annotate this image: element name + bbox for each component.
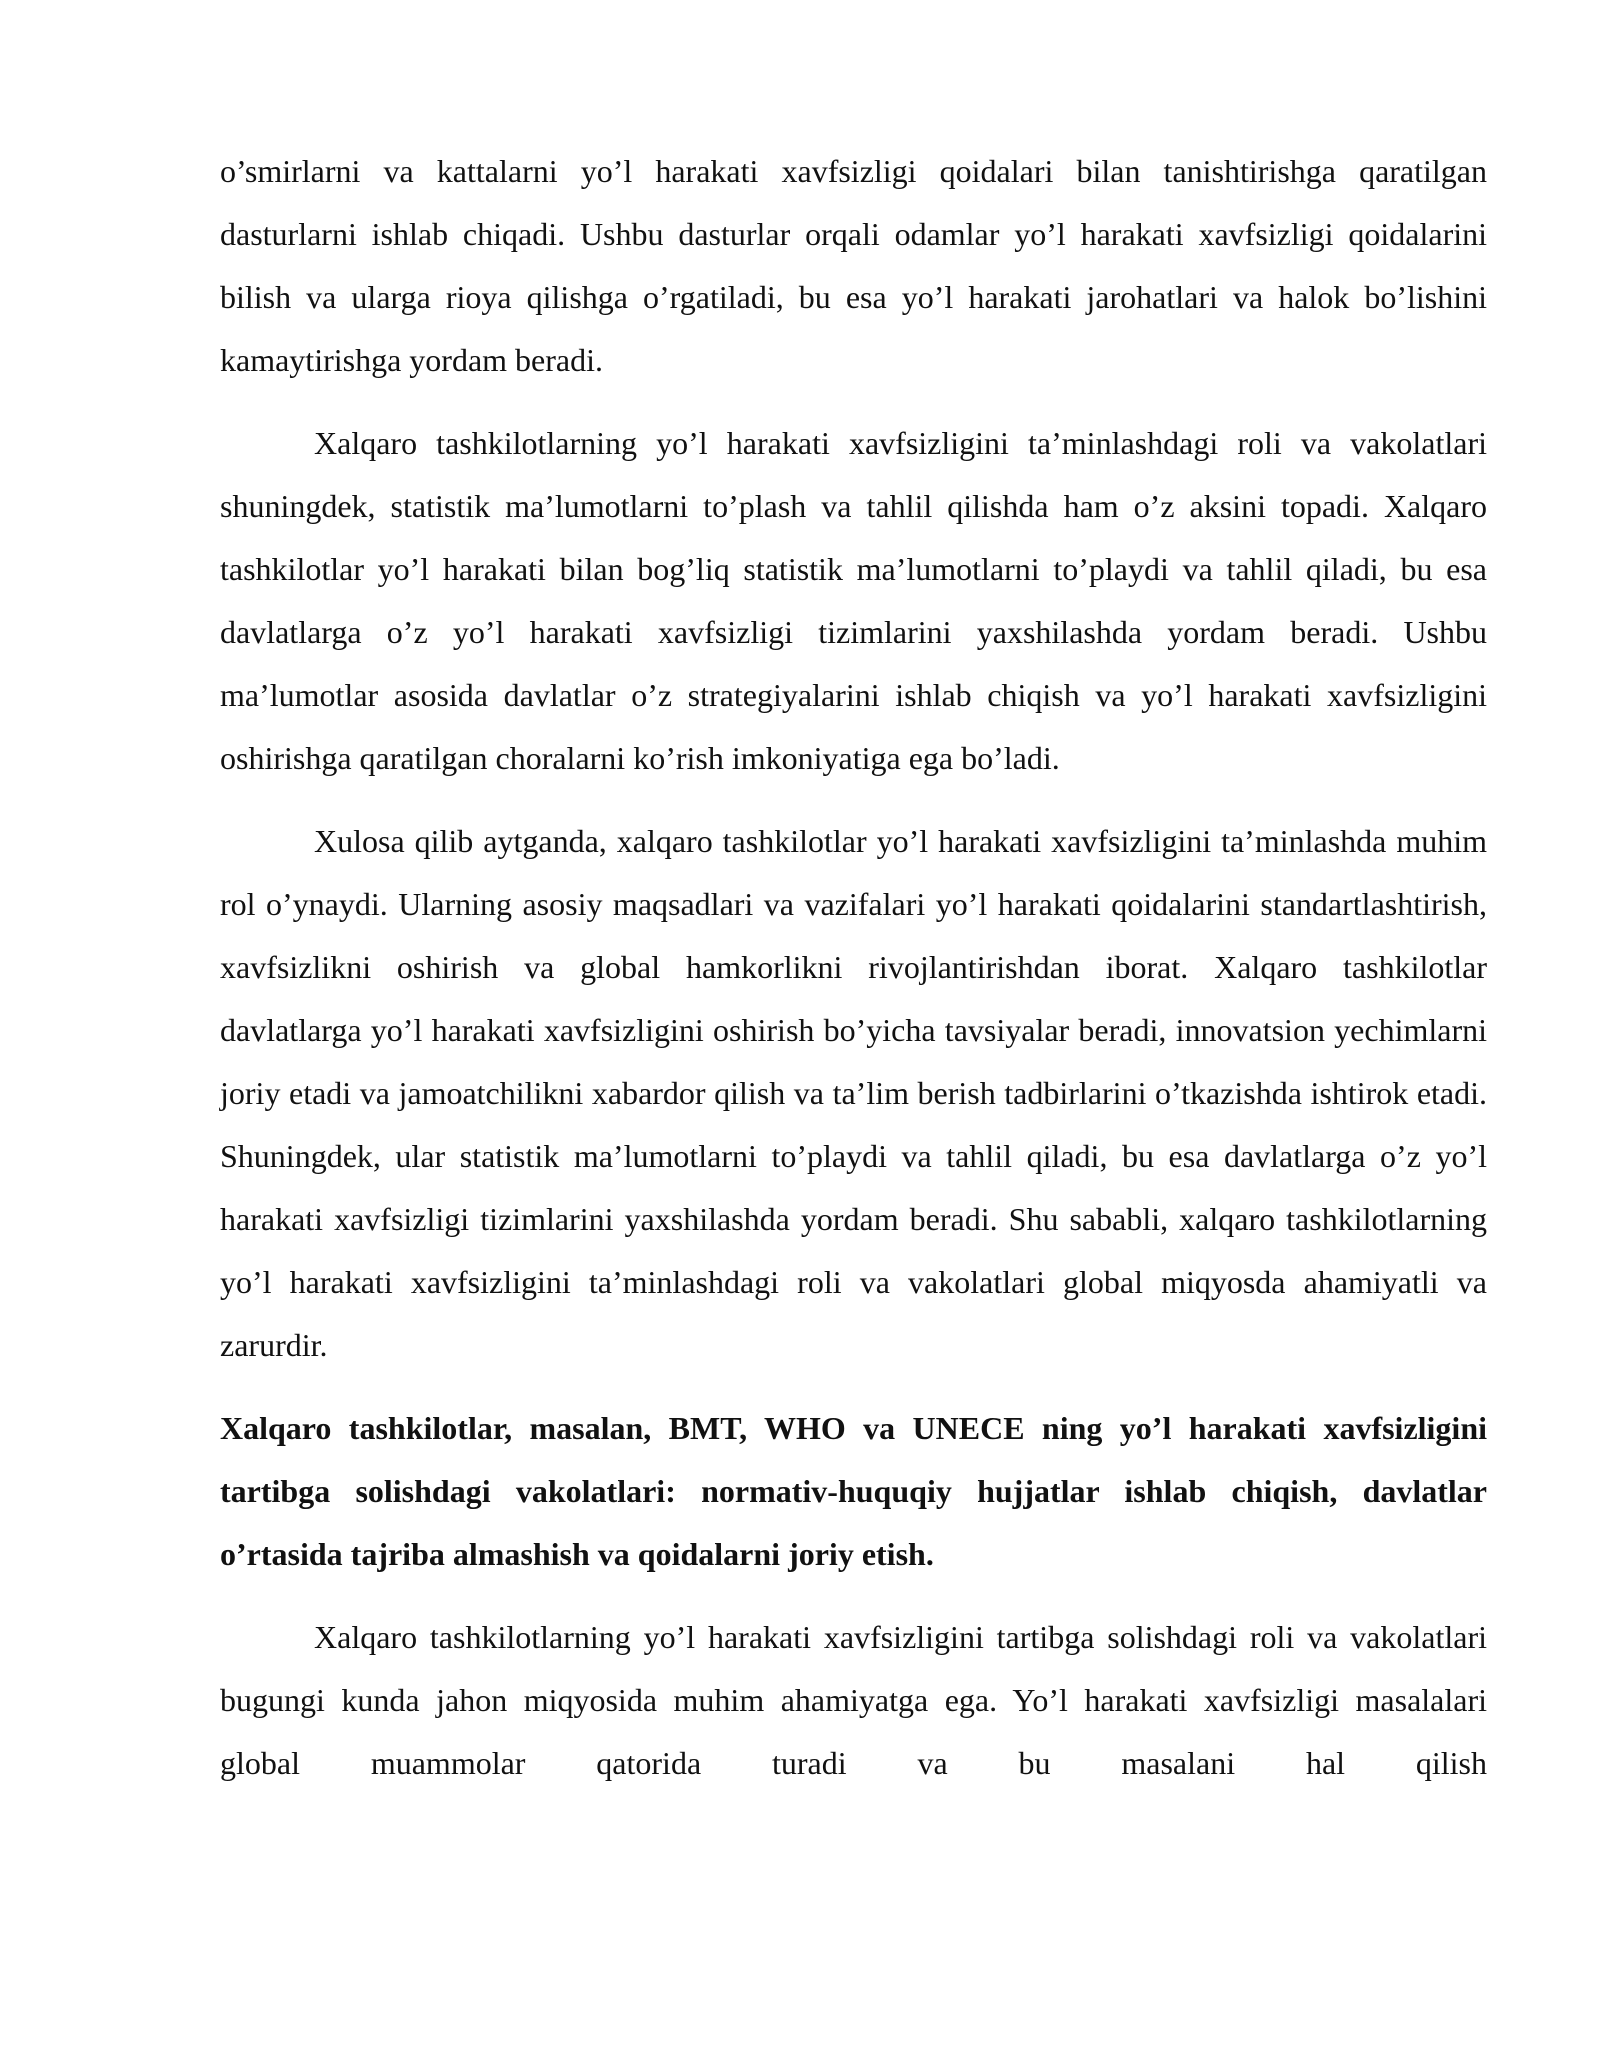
section-heading: Xalqaro tashkilotlar, masalan, BMT, WHO va UNECE ning yo’l harakati xavfsizligini tartibga solishdagi vakolatlari: normativ-huquqiy hujjatlar ishlab chiqish, davlatlar o’rtasida tajriba almashish va qoidalarni joriy etish. (220, 1410, 1487, 1572)
paragraph-continuation: o’smirlarni va kattalarni yo’l harakati xavfsizligi qoidalari bilan tanishtirishga qaratilgan dasturlarni ishlab chiqadi. Ushbu dasturlar orqali odamlar yo’l harakati xavfsizligi qoidalarini bilish va ularga rioya qilishga o’rgatiladi, bu esa yo’l harakati jarohatlari va halok bo’lishini kamaytirishga yordam beradi. (220, 153, 1487, 378)
paragraph-statistics-role: Xalqaro tashkilotlarning yo’l harakati xavfsizligini ta’minlashdagi roli va vakolatlari shuningdek, statistik ma’lumotlarni to’plash va tahlil qilishda ham o’z aksini topadi. Xalqaro tashkilotlar yo’l harakati bilan bog’liq statistik ma’lumotlarni to’playdi va tahlil qiladi, bu esa davlatlarga o’z yo’l harakati xavfsizligi tizimlarini yaxshilashda yordam beradi. Ushbu ma’lumotlar asosida davlatlar o’z strategiyalarini ishlab chiqish va yo’l harakati xavfsizligini oshirishga qaratilgan choralarni ko’rish imkoniyatiga ega bo’ladi. (220, 425, 1487, 776)
document-page (220, 140, 1487, 1815)
paragraph-conclusion: Xulosa qilib aytganda, xalqaro tashkilotlar yo’l harakati xavfsizligini ta’minlashda muhim rol o’ynaydi. Ularning asosiy maqsadlari va vazifalari yo’l harakati qoidalarini standartlashtirish, xavfsizlikni oshirish va global hamkorlikni rivojlantirishdan iborat. Xalqaro tashkilotlar davlatlarga yo’l harakati xavfsizligini oshirish bo’yicha tavsiyalar beradi, innovatsion yechimlarni joriy etadi va jamoatchilikni xabardor qilish va ta’lim berish tadbirlarini o’tkazishda ishtirok etadi. Shuningdek, ular statistik ma’lumotlarni to’playdi va tahlil qiladi, bu esa davlatlarga o’z yo’l harakati xavfsizligi tizimlarini yaxshilashda yordam beradi. Shu sababli, xalqaro tashkilotlarning yo’l harakati xavfsizligini ta’minlashdagi roli va vakolatlari global miqyosda ahamiyatli va zarurdir. (220, 823, 1487, 1363)
paragraph-regulation-role: Xalqaro tashkilotlarning yo’l harakati xavfsizligini tartibga solishdagi roli va vakolatlari bugungi kunda jahon miqyosida muhim ahamiyatga ega. Yo’l harakati xavfsizligi masalalari global muammolar qatorida turadi va bu masalani hal qilish (220, 1619, 1487, 1781)
